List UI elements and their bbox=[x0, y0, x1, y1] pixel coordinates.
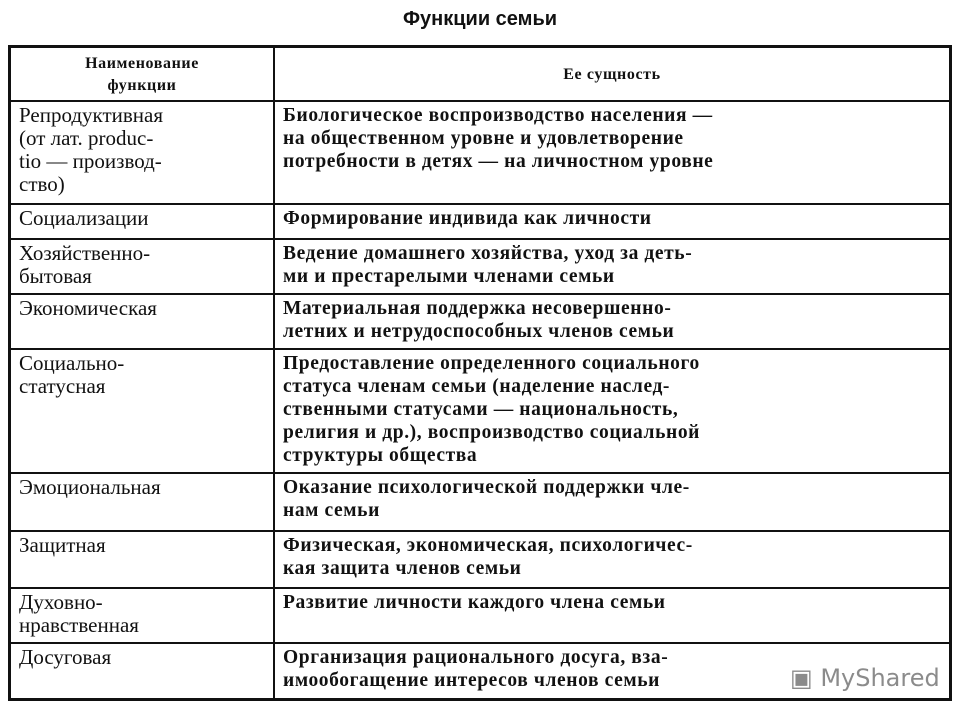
table-row bbox=[10, 531, 951, 588]
function-name: Досуговая bbox=[10, 643, 275, 699]
table-row bbox=[10, 349, 951, 473]
table-row bbox=[10, 204, 951, 239]
header-function-name: Наименование функции bbox=[10, 47, 275, 102]
function-name: Эмоциональная bbox=[10, 473, 275, 531]
function-essence: Предоставление определенного социального статуса членам семьи (наделение наслед- ственными статусами — национальность, религия и др.), воспроизводство социальной структуры общества bbox=[274, 349, 951, 473]
page-title: Функции семьи bbox=[402, 8, 558, 30]
function-name: Социально- статусная bbox=[10, 349, 275, 473]
table-row bbox=[10, 101, 951, 204]
table-row bbox=[10, 473, 951, 531]
function-essence: Биологическое воспроизводство населения — на общественном уровне и удовлетворение потребности в детях — на личностном уровне bbox=[274, 101, 951, 204]
function-name: Социализации bbox=[10, 204, 275, 239]
table-row bbox=[10, 588, 951, 643]
function-essence: Организация рационального досуга, вза- имообогащение интересов членов семьи bbox=[274, 643, 951, 699]
function-name: Защитная bbox=[10, 531, 275, 588]
function-essence: Развитие личности каждого члена семьи bbox=[274, 588, 951, 643]
function-name: Экономическая bbox=[10, 294, 275, 349]
table-row bbox=[10, 294, 951, 349]
function-name: Духовно- нравственная bbox=[10, 588, 275, 643]
function-name: Репродуктивная (от лат. produc- tio — производ- ство) bbox=[10, 101, 275, 204]
watermark-text: MyShared bbox=[820, 664, 940, 692]
header-essence: Ее сущность bbox=[274, 47, 951, 102]
table-header-row bbox=[10, 47, 951, 102]
function-name: Хозяйственно- бытовая bbox=[10, 239, 275, 294]
function-essence: Оказание психологической поддержки чле- нам семьи bbox=[274, 473, 951, 531]
function-essence: Материальная поддержка несовершенно- летних и нетрудоспособных членов семьи bbox=[274, 294, 951, 349]
function-essence: Формирование индивида как личности bbox=[274, 204, 951, 239]
table-row bbox=[10, 239, 951, 294]
function-essence: Ведение домашнего хозяйства, уход за деть- ми и престарелыми членами семьи bbox=[274, 239, 951, 294]
function-essence: Физическая, экономическая, психологичес- кая защита членов семьи bbox=[274, 531, 951, 588]
family-functions-table bbox=[8, 45, 952, 701]
watermark-logo: ▣ MyShared bbox=[790, 664, 940, 692]
